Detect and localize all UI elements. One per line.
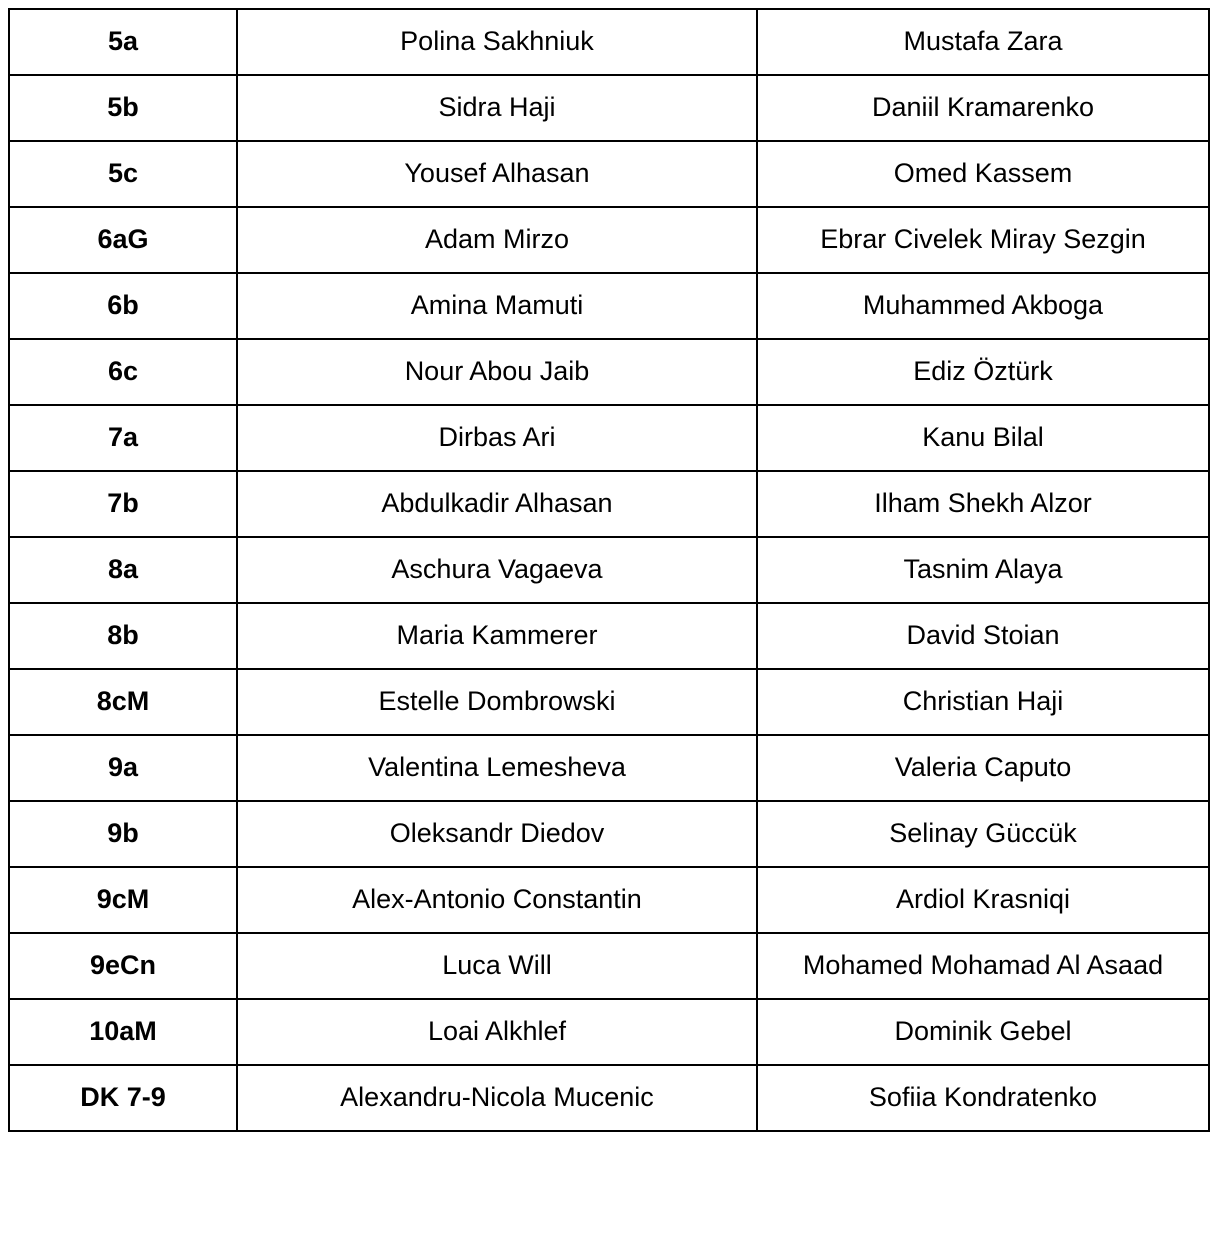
- representative-2-cell: Ebrar Civelek Miray Sezgin: [757, 207, 1209, 273]
- table-row: [9, 867, 1209, 933]
- table-row: [9, 801, 1209, 867]
- representative-1-cell: Alex-Antonio Constantin: [237, 867, 757, 933]
- class-cell: 9cM: [9, 867, 237, 933]
- representative-1-cell: Dirbas Ari: [237, 405, 757, 471]
- representative-2-cell: David Stoian: [757, 603, 1209, 669]
- class-cell: 7a: [9, 405, 237, 471]
- table-row: [9, 603, 1209, 669]
- representative-1-cell: Maria Kammerer: [237, 603, 757, 669]
- representative-2-cell: Ardiol Krasniqi: [757, 867, 1209, 933]
- table-row: [9, 207, 1209, 273]
- table-row: [9, 273, 1209, 339]
- representative-1-cell: Oleksandr Diedov: [237, 801, 757, 867]
- representative-2-cell: Valeria Caputo: [757, 735, 1209, 801]
- representative-1-cell: Alexandru-Nicola Mucenic: [237, 1065, 757, 1131]
- class-cell: 10aM: [9, 999, 237, 1065]
- class-cell: 5a: [9, 9, 237, 75]
- class-cell: 9b: [9, 801, 237, 867]
- representative-2-cell: Dominik Gebel: [757, 999, 1209, 1065]
- representative-2-cell: Muhammed Akboga: [757, 273, 1209, 339]
- representative-2-cell: Ilham Shekh Alzor: [757, 471, 1209, 537]
- table-row: [9, 999, 1209, 1065]
- representative-2-cell: Mohamed Mohamad Al Asaad: [757, 933, 1209, 999]
- representative-2-cell: Selinay Güccük: [757, 801, 1209, 867]
- class-cell: 8a: [9, 537, 237, 603]
- representative-2-cell: Tasnim Alaya: [757, 537, 1209, 603]
- table-row: [9, 9, 1209, 75]
- representative-1-cell: Estelle Dombrowski: [237, 669, 757, 735]
- class-cell: 8cM: [9, 669, 237, 735]
- table-row: [9, 735, 1209, 801]
- representative-1-cell: Amina Mamuti: [237, 273, 757, 339]
- representative-1-cell: Aschura Vagaeva: [237, 537, 757, 603]
- representative-1-cell: Polina Sakhniuk: [237, 9, 757, 75]
- representative-2-cell: Ediz Öztürk: [757, 339, 1209, 405]
- representative-1-cell: Sidra Haji: [237, 75, 757, 141]
- class-cell: 7b: [9, 471, 237, 537]
- table-row: [9, 339, 1209, 405]
- table-row: [9, 141, 1209, 207]
- table-row: [9, 1065, 1209, 1131]
- class-cell: 5b: [9, 75, 237, 141]
- representative-2-cell: Mustafa Zara: [757, 9, 1209, 75]
- representative-1-cell: Valentina Lemesheva: [237, 735, 757, 801]
- representative-1-cell: Nour Abou Jaib: [237, 339, 757, 405]
- table-row: [9, 933, 1209, 999]
- representative-2-cell: Omed Kassem: [757, 141, 1209, 207]
- table-row: [9, 669, 1209, 735]
- representative-2-cell: Daniil Kramarenko: [757, 75, 1209, 141]
- table-body: [9, 9, 1209, 1131]
- table-row: [9, 537, 1209, 603]
- table-row: [9, 471, 1209, 537]
- table-row: [9, 75, 1209, 141]
- class-cell: 8b: [9, 603, 237, 669]
- representative-1-cell: Adam Mirzo: [237, 207, 757, 273]
- class-representatives-table: [8, 8, 1210, 1132]
- class-cell: DK 7-9: [9, 1065, 237, 1131]
- class-cell: 6c: [9, 339, 237, 405]
- representative-2-cell: Christian Haji: [757, 669, 1209, 735]
- representative-1-cell: Loai Alkhlef: [237, 999, 757, 1065]
- representative-2-cell: Sofiia Kondratenko: [757, 1065, 1209, 1131]
- representative-1-cell: Luca Will: [237, 933, 757, 999]
- class-cell: 5c: [9, 141, 237, 207]
- class-cell: 9eCn: [9, 933, 237, 999]
- class-cell: 6b: [9, 273, 237, 339]
- representative-1-cell: Abdulkadir Alhasan: [237, 471, 757, 537]
- representative-1-cell: Yousef Alhasan: [237, 141, 757, 207]
- representative-2-cell: Kanu Bilal: [757, 405, 1209, 471]
- table-row: [9, 405, 1209, 471]
- class-cell: 6aG: [9, 207, 237, 273]
- class-cell: 9a: [9, 735, 237, 801]
